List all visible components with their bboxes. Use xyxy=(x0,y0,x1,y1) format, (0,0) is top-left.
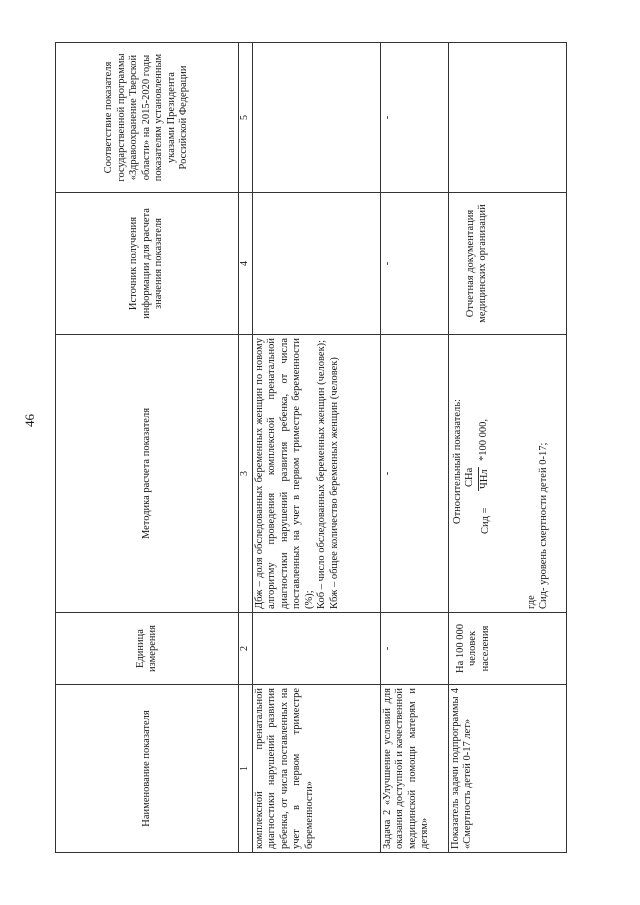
method-cell xyxy=(448,335,566,613)
column-number: 2 xyxy=(239,613,253,685)
formula-numerator: СНа xyxy=(463,467,475,487)
method-cell: - xyxy=(380,335,448,613)
header-method: Методика расчета показателя xyxy=(56,335,239,613)
column-number: 5 xyxy=(239,43,253,193)
table-row xyxy=(252,43,380,853)
formula-lhs: Сид = xyxy=(479,507,491,534)
method-line: Дбж – доля обследованных беременных женщин по новому алгоритму проведения комплексной пренатальной диагностики нарушений развития ребенка, от числа поставленных на учет в первом триместре беременности (%); xyxy=(253,338,315,609)
page-number: 46 xyxy=(22,414,37,427)
column-number: 4 xyxy=(239,193,253,335)
unit-cell: - xyxy=(380,613,448,685)
task-name: Задача 2 «Улучшение условий для оказания доступной и качественной медицинской помощи матерям и детям» xyxy=(380,685,448,853)
indicator-table xyxy=(55,42,567,853)
column-number-row xyxy=(239,43,253,853)
table-row xyxy=(448,43,566,853)
column-number: 3 xyxy=(239,335,253,613)
table-header-row xyxy=(56,43,239,853)
formula-denominator: ЧНл xyxy=(478,469,490,489)
definition-line: Сид- уровень смертности детей 0-17; xyxy=(538,442,549,609)
mortality-formula xyxy=(452,338,504,609)
where-label: где xyxy=(525,595,537,609)
compliance-cell xyxy=(448,43,566,193)
table-row xyxy=(380,43,448,853)
unit-cell xyxy=(252,613,380,685)
compliance-cell xyxy=(252,43,380,193)
header-indicator-name: Наименование показателя xyxy=(56,685,239,853)
indicator-name: Показатель задачи подпрограммы 4 «Смертность детей 0-17 лет» xyxy=(448,685,566,853)
formula-rhs: *100 000, xyxy=(477,419,489,461)
method-line: Коб – число обследованных беременных женщин (человек); xyxy=(316,339,327,609)
header-unit: Единица измерения xyxy=(56,613,239,685)
indicator-name: комплексной пренатальной диагностики нарушений развития ребенка, от числа поставленных на учет в первом триместре беременности» xyxy=(252,685,380,853)
source-cell xyxy=(252,193,380,335)
formula-intro: Относительный показатель: xyxy=(451,399,463,524)
method-line: Кбж – общее количество беременных женщин (человек) xyxy=(328,357,340,609)
column-number: 1 xyxy=(239,685,253,853)
source-cell: Отчетная документация медицинских организаций xyxy=(448,193,566,335)
method-cell xyxy=(252,335,380,613)
compliance-cell: - xyxy=(380,43,448,193)
unit-cell: На 100 000 человек населения xyxy=(448,613,566,685)
header-compliance: Соответствие показателя государственной программы «Здравоохранение Тверской области» на 2015-2020 годы показателям установленным указами Президента Российской Федерации xyxy=(56,43,239,193)
header-source: Источник получения информации для расчета значения показателя xyxy=(56,193,239,335)
source-cell: - xyxy=(380,193,448,335)
